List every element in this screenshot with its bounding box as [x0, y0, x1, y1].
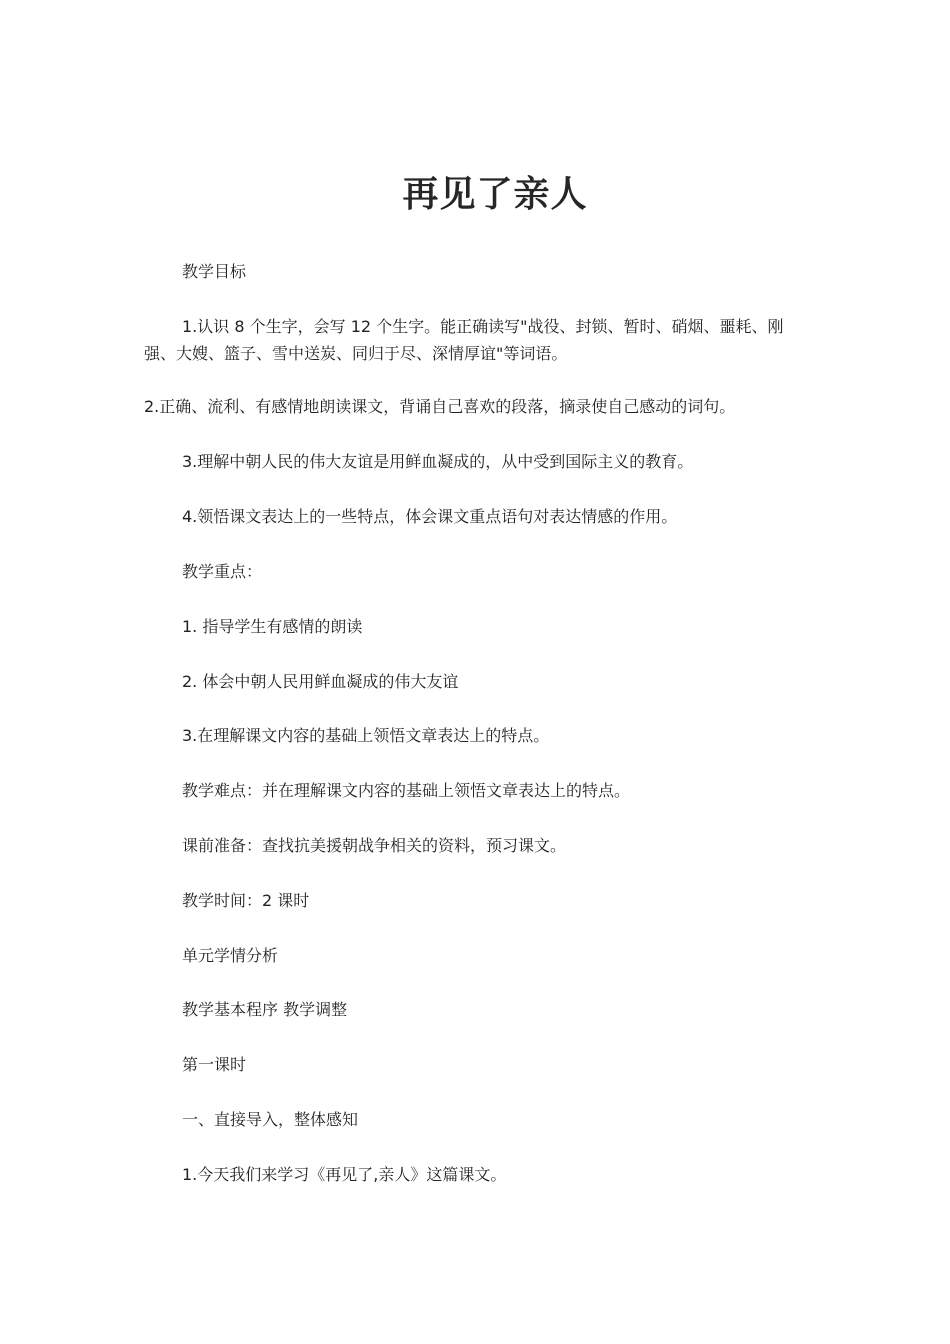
paragraph-difficulty: 教学难点：并在理解课文内容的基础上领悟文章表达上的特点。 — [182, 781, 631, 800]
paragraph-key-point-2: 2. 体会中朝人民用鲜血凝成的伟大友谊 — [182, 672, 459, 691]
paragraph-goal-3: 3.理解中朝人民的伟大友谊是用鲜血凝成的，从中受到国际主义的教育。 — [182, 452, 694, 471]
paragraph-section-1: 一、直接导入，整体感知 — [182, 1110, 359, 1129]
paragraph-teaching-time: 教学时间：2 课时 — [182, 891, 310, 910]
paragraph-key-points: 教学重点： — [182, 562, 263, 581]
paragraph-goal-2: 2.正确、流利、有感情地朗读课文，背诵自己喜欢的段落，摘录使自己感动的词句。 — [144, 397, 736, 416]
paragraph-preparation: 课前准备：查找抗美援朝战争相关的资料，预习课文。 — [182, 836, 567, 855]
paragraph-key-point-3: 3.在理解课文内容的基础上领悟文章表达上的特点。 — [182, 726, 550, 745]
document-title: 再见了亲人 — [402, 174, 588, 215]
paragraph-procedure: 教学基本程序 教学调整 — [182, 1000, 348, 1019]
paragraph-first-lesson: 第一课时 — [182, 1055, 247, 1074]
paragraph-teaching-goals: 教学目标 — [182, 262, 247, 281]
paragraph-goal-4: 4.领悟课文表达上的一些特点，体会课文重点语句对表达情感的作用。 — [182, 507, 678, 526]
paragraph-key-point-1: 1. 指导学生有感情的朗读 — [182, 617, 363, 636]
paragraph-step-1: 1.今天我们来学习《再见了,亲人》这篇课文。 — [182, 1165, 507, 1184]
paragraph-unit-analysis: 单元学情分析 — [182, 946, 279, 965]
paragraph-goal-1: 1.认识 8 个生字，会写 12 个生字。能正确读写"战役、封锁、暂时、硝烟、噩耗、刚强、大嫂、篮子、雪中送炭、同归于尽、深情厚谊"等词语。 — [144, 317, 784, 363]
